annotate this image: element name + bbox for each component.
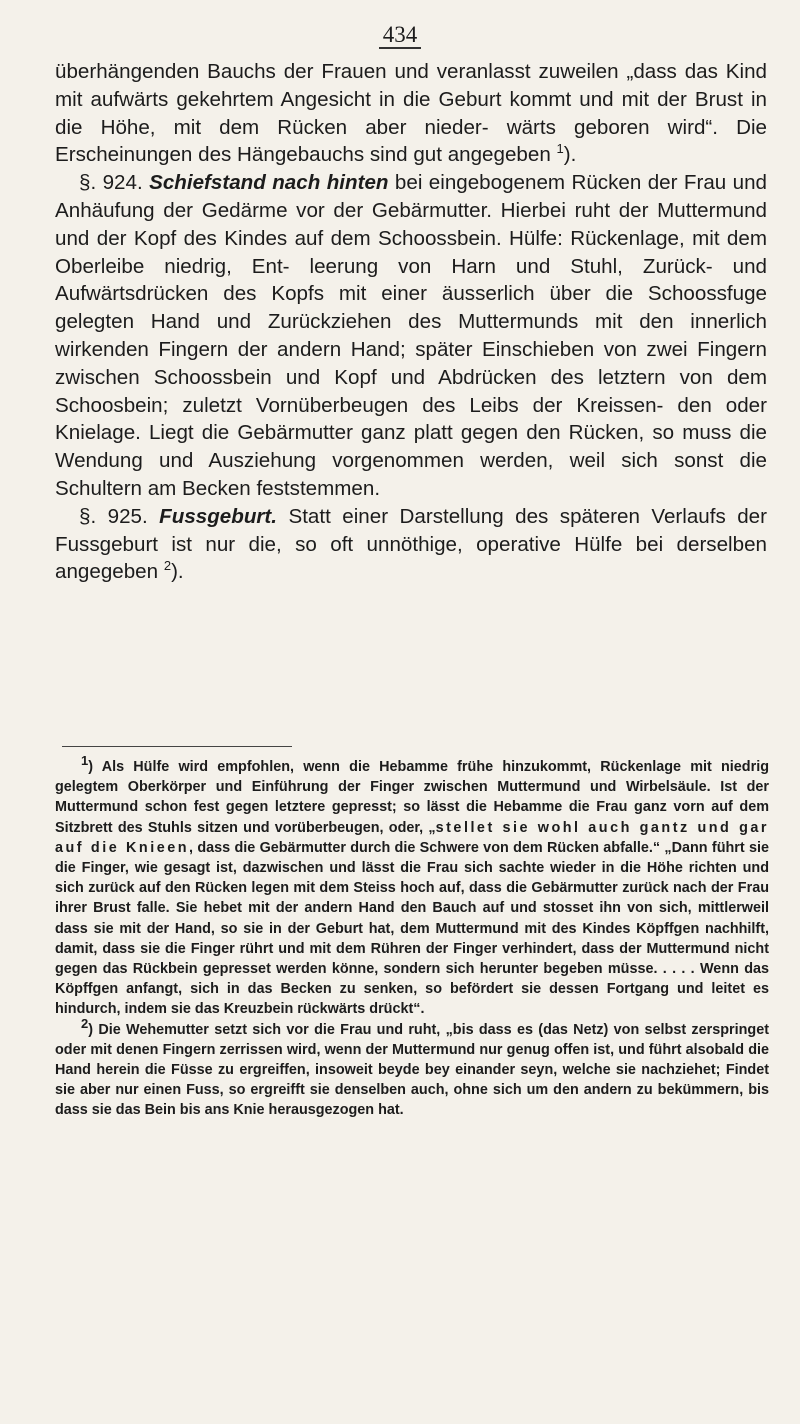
page-number: 434 [0,22,800,48]
main-text [55,58,767,586]
footnote-1: 1) Als Hülfe wird empfohlen, wenn die Hebamme frühe hinzukommt, Rückenlage mit niedrig gelegtem Oberkörper und Einführung der Finger zwischen Muttermund und Wirbelsäule. Ist der Muttermund schon fest gegen letztere gepresst; so lässt die Hebamme die Frau ganz vorn auf dem Sitzbrett des Stuhls sitzen und vorüberbeugen, oder, „stellet sie wohl auch gantz und gar auf die Knieen, dass die Gebärmutter durch die Schwere von dem Rücken abfalle.“ „Dann führt sie die Finger, wie gesagt ist, dazwischen und lässt die Frau sich sachte wieder in die Höhe richten und sich zurück auf den Rücken legen mit dem Steiss hoch auf, dass die Gebärmutter zurück nach der Frau ihrer Brust falle. Sie hebet mit der andern Hand den Bauch auf und stosset ihn von sich, mittlerweil dass sie mit der Hand, so sie in der Geburt hat, dem Muttermund mit des Kindes Köpffgen nachhilft, damit, dass sie die Finger rührt und mit dem Rühren der Finger verhindert, dass der Muttermund nicht gegen das Rückbein gepresset werden könne, sondern sich herunter begeben müsse. . . . . Wenn das Köpffgen anfangt, sich in das Becken zu senken, so befördert sie dessen Fortgang und leitet es hindurch, indem sie das Kreuzbein rückwärts drückt“. [55,753,770,1018]
section-title-925: Fussgeburt. [159,504,278,528]
footnote-ref-2: 2 [163,558,172,574]
paragraph-925: §. 925. Fussgeburt. Statt einer Darstellung des späteren Verlaufs der Fussgeburt ist nur die, so oft unnöthige, operative Hülfe bei derselben angegeben $^2$). [55,504,767,584]
paragraph-1: überhängenden Bauchs der Frauen und veranlasst zuweilen „dass das Kind mit aufwärts gekehrtem Angesicht in die Geburt kommt und mit der Brust in die Höhe, mit dem Rücken aber nieder- wärts geboren wird“. Die Erscheinungen des Hängebauchs sind gut angegeben $^1$). [55,60,767,167]
section-number-925: §. 925. [79,504,148,528]
footnote-2: 2) Die Wehemutter setzt sich vor die Frau und ruht, „bis dass es (das Netz) von selbst zerspringet oder mit denen Fingern zerrissen wird, wenn der Muttermund nur genug offen ist, und führt alsobald die Hand herein die Füsse zu ergreiffen, insoweit beyde bey einander seyn, welche sie nachziehet; Findet sie aber nur einen Fuss, so ergreifft sie denselben auch, ohne sich um den andern zu bekümmern, bis dass sie das Bein bis ans Knie herausgezogen hat. [55,1015,769,1119]
footnote-ref-1: 1 [556,141,564,157]
footnote-divider [62,746,292,747]
footnotes [55,753,770,1121]
paragraph-924: §. 924. Schiefstand nach hinten bei eingebogenem Rücken der Frau und Anhäufung der Gedärme vor der Gebärmutter. Hierbei ruht der Muttermund und der Kopf des Kindes auf dem Schoossbein. Hülfe: Rückenlage, mit dem Oberleibe niedrig, Ent- leerung von Harn und Stuhl, Zurück- und Aufwärtsdrücken des Kopfs mit einer äusserlich über die Schoossfuge gelegten Hand und Zurückziehen des Muttermunds mit den innerlich wirkenden Fingern der andern Hand; später Einschieben von zwei Fingern zwischen Schoossbein und Kopf und Abdrücken des letztern von dem Schoosbein; zuletzt Vornüberbeugen des Leibs der Kreissen- den oder Knielage. Liegt die Gebärmutter ganz platt gegen den Rücken, so muss die Wendung und Ausziehung vorgenommen werden, weil sich sonst die Schultern am Becken feststemmen. [55,171,767,500]
section-title-924: Schiefstand nach hinten [149,171,389,195]
section-number-924: §. 924. [79,171,143,195]
